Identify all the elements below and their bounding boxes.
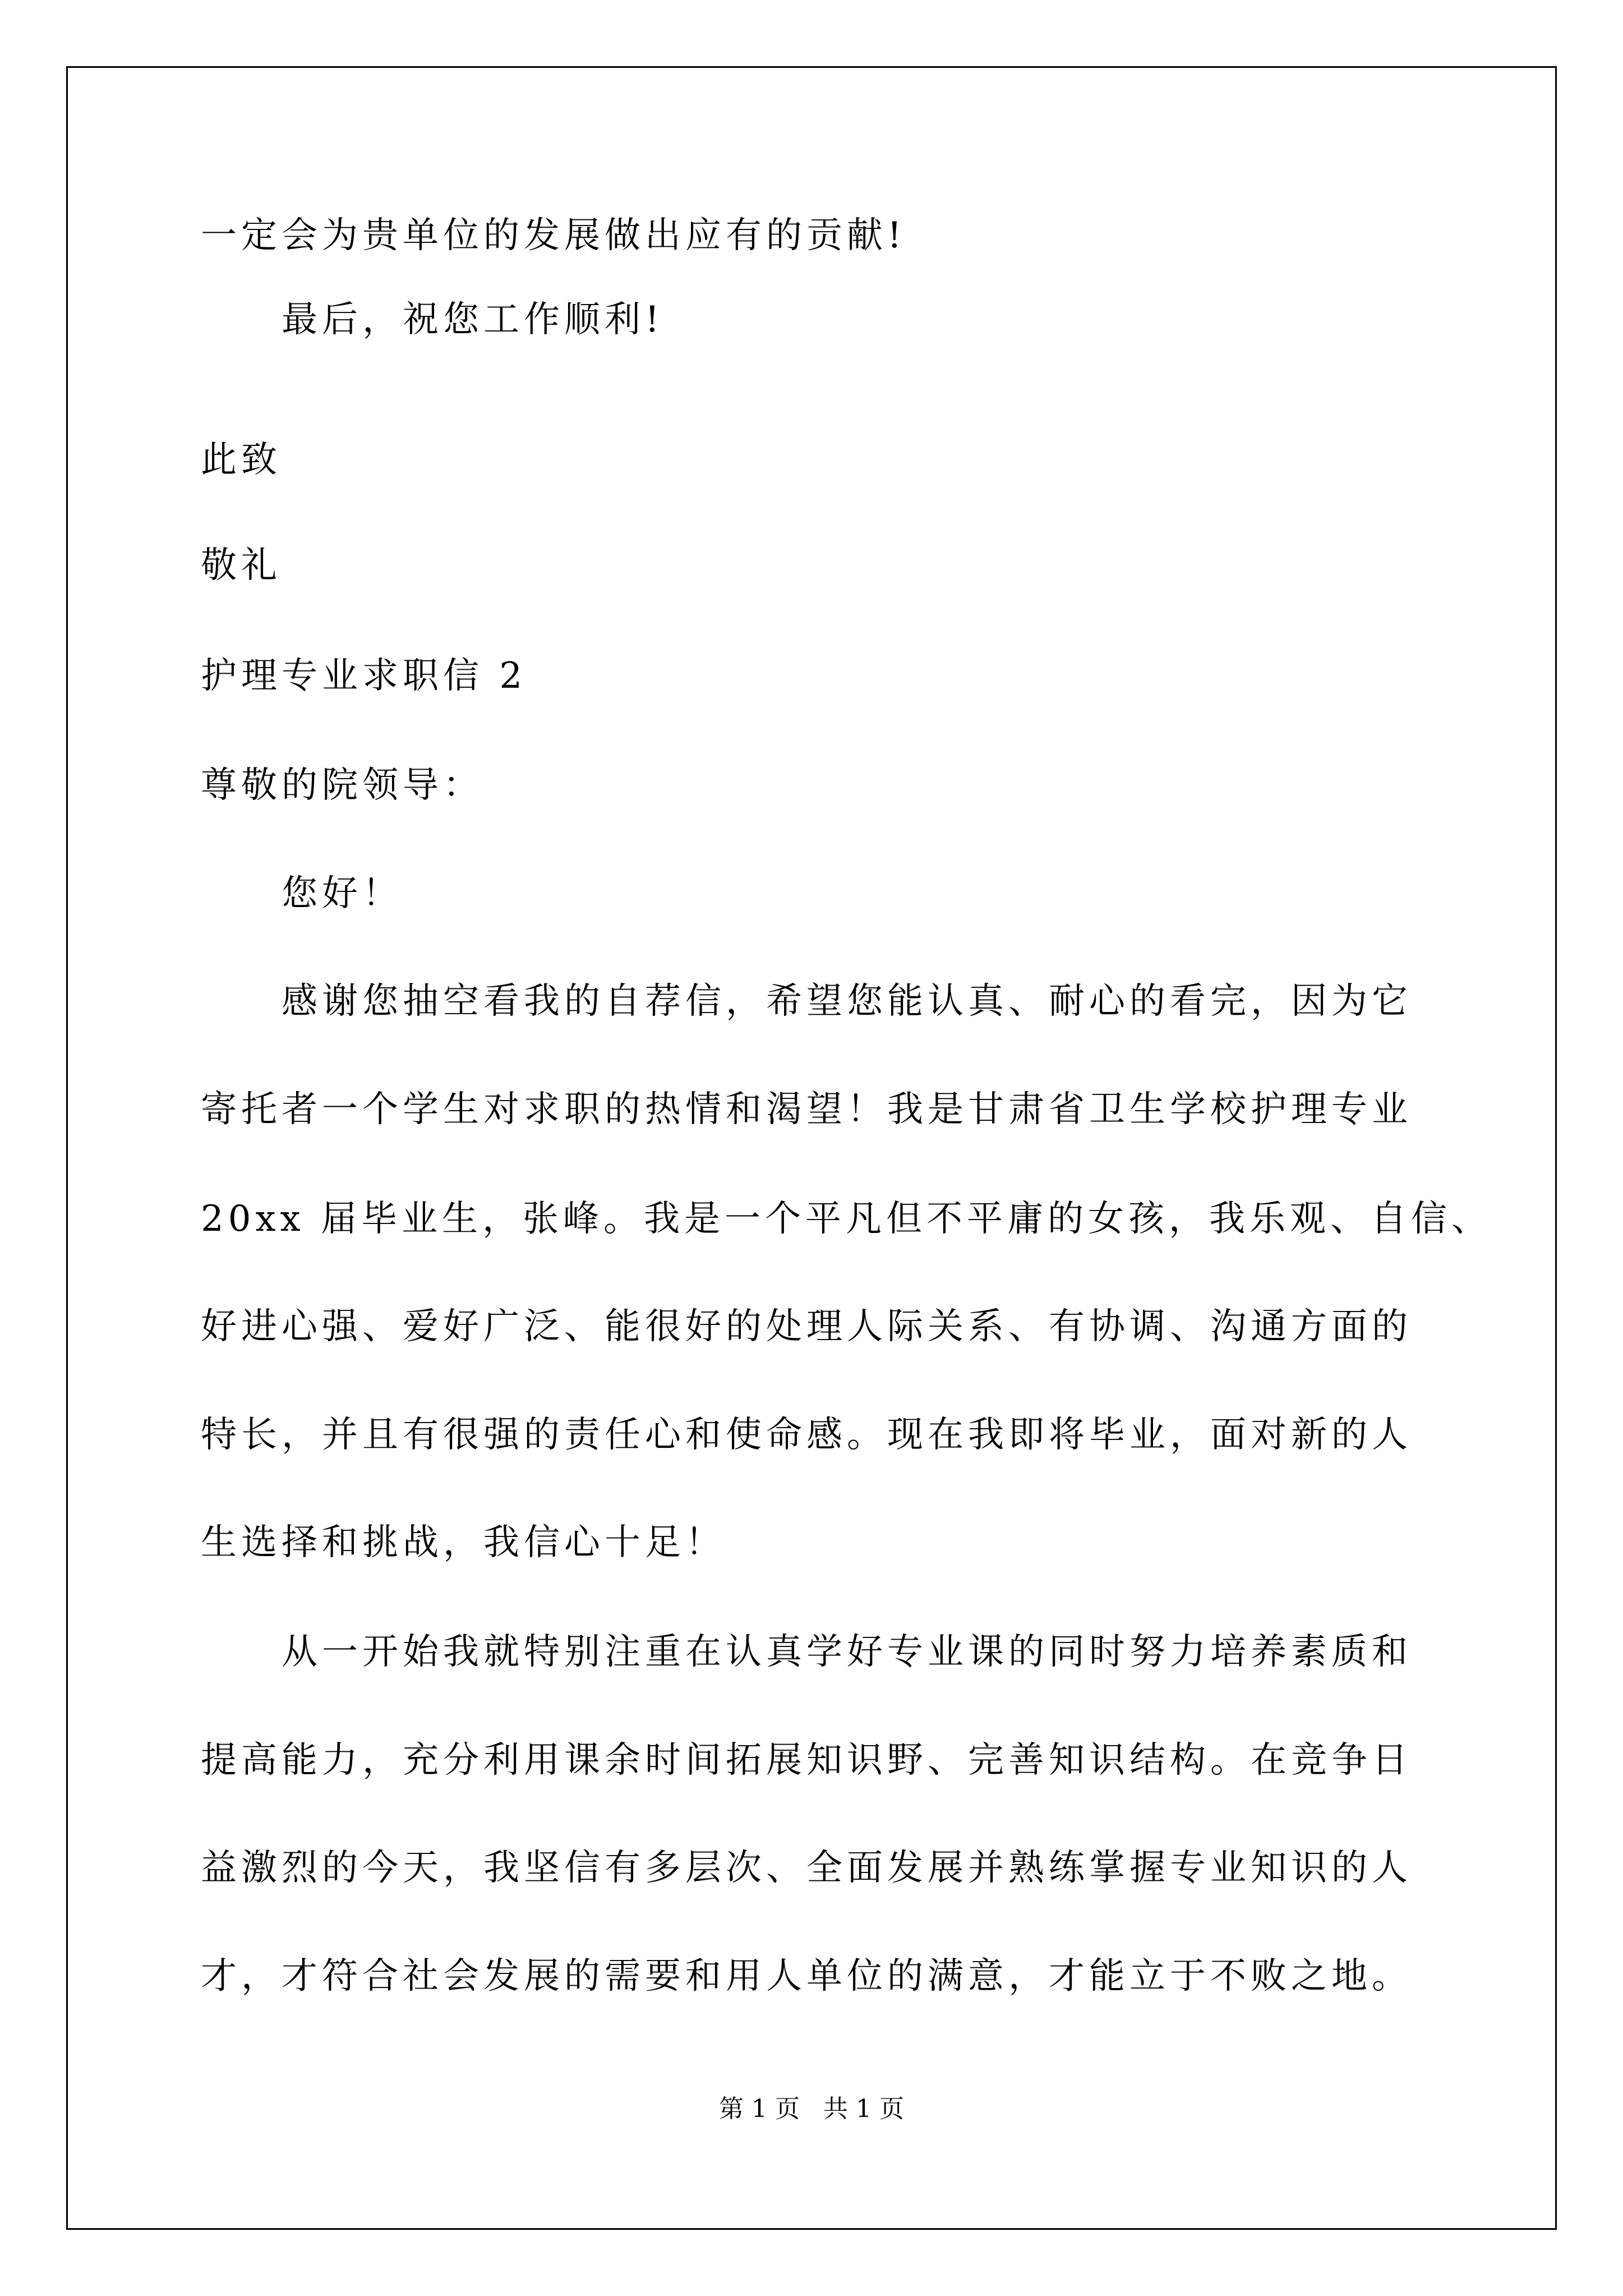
body-line: 感谢您抽空看我的自荐信，希望您能认真、耐心的看完，因为它 [282, 981, 1412, 1022]
letter-title: 护理专业求职信 2 [201, 655, 527, 697]
body-line: 特长，并且有很强的责任心和使命感。现在我即将毕业，面对新的人 [201, 1414, 1412, 1456]
body-line: 提高能力，充分利用课余时间拓展知识野、完善知识结构。在竞争日 [201, 1740, 1412, 1781]
letter-recipient: 尊敬的院领导： [201, 765, 483, 806]
body-line: 20xx 届毕业生，张峰。我是一个平凡但不平庸的女孩，我乐观、自信、 [201, 1198, 1492, 1240]
body-line: 一定会为贵单位的发展做出应有的贡献! [201, 215, 906, 256]
body-line: 寄托者一个学生对求职的热情和渴望！我是甘肃省卫生学校护理专业 [201, 1089, 1412, 1130]
body-line: 生选择和挑战，我信心十足！ [201, 1522, 726, 1563]
closing-wish: 最后，祝您工作顺利! [282, 299, 664, 341]
body-line: 好进心强、爱好广泛、能很好的处理人际关系、有协调、沟通方面的 [201, 1306, 1412, 1347]
body-line: 从一开始我就特别注重在认真学好专业课的同时努力培养素质和 [282, 1631, 1412, 1673]
salutation-close: 此致 [201, 439, 282, 481]
body-line: 益激烈的今天，我坚信有多层次、全面发展并熟练掌握专业知识的人 [201, 1847, 1412, 1889]
salutation-regards: 敬礼 [201, 545, 282, 586]
body-line: 才，才符合社会发展的需要和用人单位的满意，才能立于不败之地。 [201, 1955, 1412, 1997]
page-border [66, 66, 1557, 2230]
greeting: 您好！ [282, 873, 403, 914]
page-footer: 第 1 页 共 1 页 [719, 2095, 904, 2123]
